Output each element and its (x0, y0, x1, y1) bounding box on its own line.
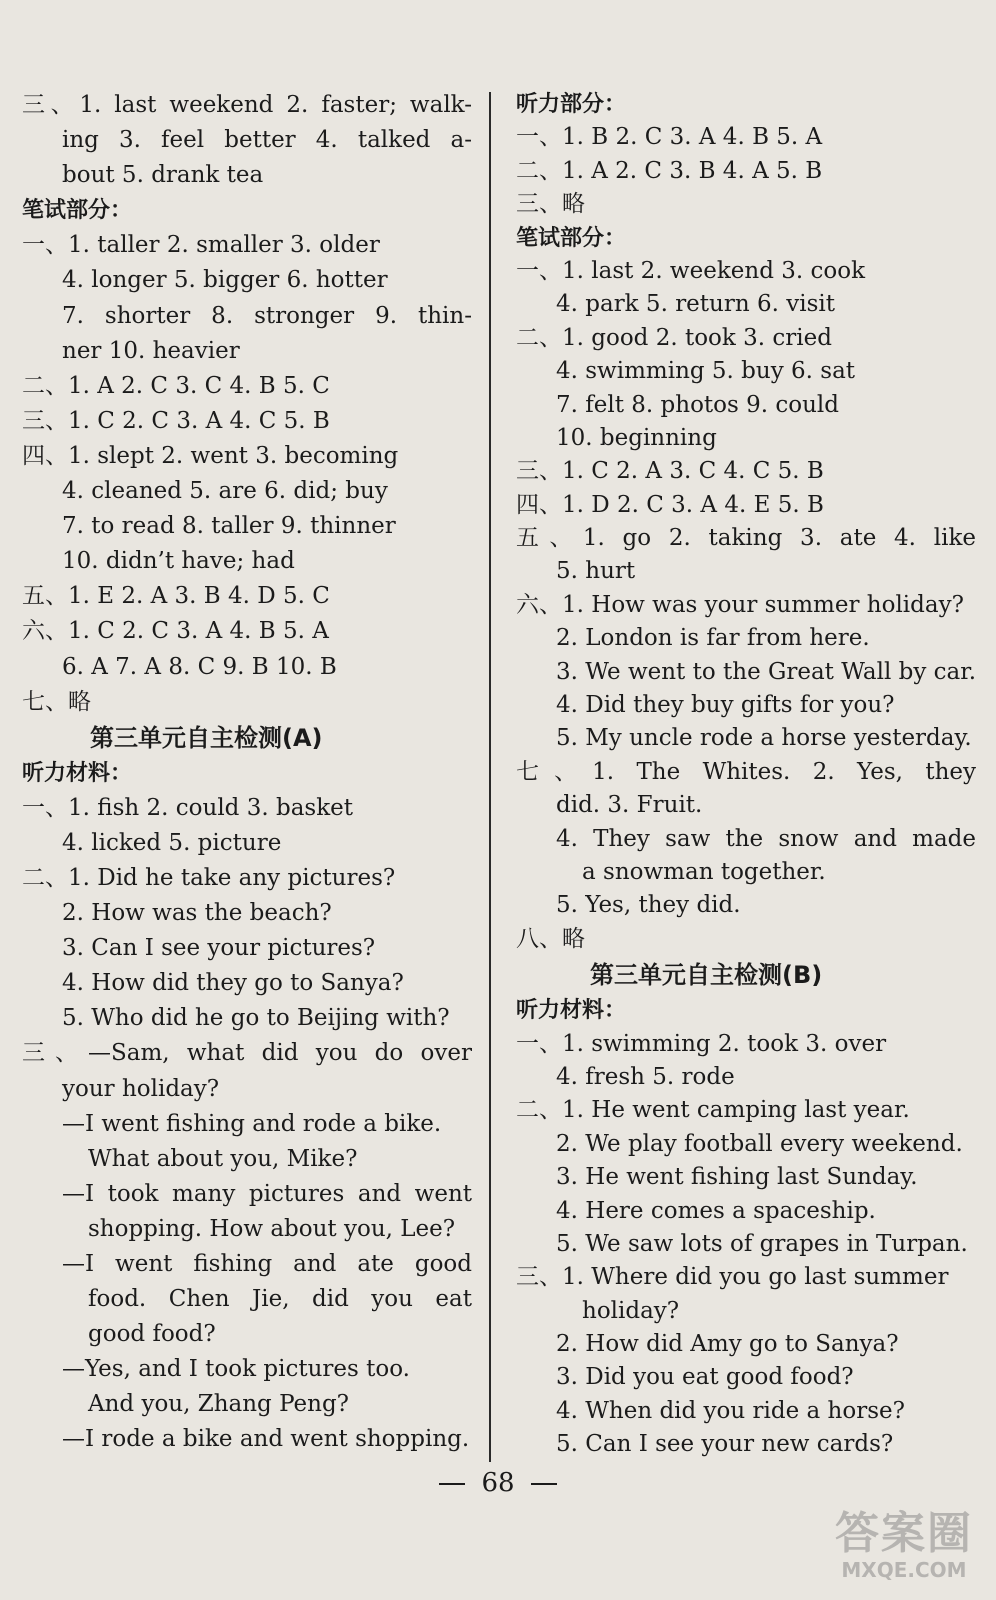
answer-line: did. 3. Fruit. (556, 792, 703, 819)
answer-line: good food? (88, 1321, 216, 1348)
answer-line: 4. park 5. return 6. visit (556, 291, 835, 318)
section-heading: 听力材料： (22, 760, 133, 786)
answer-line: 3. Did you eat good food? (556, 1364, 854, 1391)
answer-line: 4. swimming 5. buy 6. sat (556, 358, 856, 385)
answer-line: 2. How was the beach? (62, 900, 332, 927)
answer-line: 5. We saw lots of grapes in Turpan. (556, 1230, 968, 1257)
answer-line: 4. Did they buy gifts for you? (556, 692, 895, 719)
answer-line: —I went fishing and ate good (62, 1251, 472, 1277)
answer-line: 4. When did you ride a horse? (556, 1397, 905, 1424)
answer-line: 三、1. Where did you go last summer (516, 1264, 949, 1291)
answer-line: 2. How did Amy go to Sanya? (556, 1331, 899, 1358)
answer-line: 二、1. Did he take any pictures? (22, 864, 396, 891)
answer-line: 3. We went to the Great Wall by car. (556, 658, 976, 685)
answer-line: 七、1. The Whites. 2. Yes, they (516, 758, 976, 785)
answer-line: And you, Zhang Peng? (88, 1391, 350, 1418)
answer-line: shopping. How about you, Lee? (88, 1215, 456, 1242)
answer-line: 三、1. C 2. A 3. C 4. C 5. B (516, 458, 824, 485)
answer-line: 一、1. fish 2. could 3. basket (22, 794, 353, 821)
answer-line: 一、1. B 2. C 3. A 4. B 5. A (516, 124, 823, 151)
answer-line: food. Chen Jie, did you eat (88, 1286, 472, 1313)
answer-line: —I went fishing and rode a bike. (62, 1110, 442, 1137)
answer-line: 7. shorter 8. stronger 9. thin- (62, 302, 472, 329)
answer-line: 五、1. go 2. taking 3. ate 4. like (516, 525, 976, 552)
answer-line: 一、1. swimming 2. took 3. over (516, 1030, 887, 1057)
answer-line: —Yes, and I took pictures too. (62, 1356, 410, 1383)
left-column (22, 88, 472, 1458)
answer-line: 2. We play football every weekend. (556, 1130, 963, 1157)
answer-line: holiday? (582, 1297, 680, 1324)
answer-line: 5. Can I see your new cards? (556, 1431, 894, 1458)
answer-line: What about you, Mike? (88, 1145, 358, 1172)
section-heading: 笔试部分： (22, 198, 133, 224)
answer-line: 五、1. E 2. A 3. B 4. D 5. C (22, 583, 330, 610)
answer-line: 3. Can I see your pictures? (62, 935, 376, 962)
answer-line: 七、略 (22, 688, 91, 715)
answer-line: 二、1. A 2. C 3. C 4. B 5. C (22, 372, 330, 399)
answer-line: 7. to read 8. taller 9. thinner (62, 513, 396, 540)
answer-line: 四、1. slept 2. went 3. becoming (22, 442, 399, 469)
section-heading: 听力材料： (516, 998, 627, 1024)
answer-line: 10. beginning (556, 424, 717, 451)
right-column (516, 88, 976, 1462)
answer-line: 二、1. good 2. took 3. cried (516, 324, 832, 351)
answer-line: 三、1. last weekend 2. faster; walk- (22, 92, 472, 118)
answer-line: 4. cleaned 5. are 6. did; buy (62, 478, 388, 505)
answer-line: 六、1. C 2. C 3. A 4. B 5. A (22, 618, 329, 645)
answer-line: 三、—Sam, what did you do over (22, 1040, 472, 1067)
answer-line: 三、略 (516, 191, 585, 218)
footer-dash-left (439, 1483, 465, 1485)
answer-line: —I took many pictures and went (62, 1180, 472, 1207)
answer-line: 4. longer 5. bigger 6. hotter (62, 267, 388, 294)
answer-line: 5. Who did he go to Beijing with? (62, 1005, 450, 1032)
section-title: 第三单元自主检测(A) (90, 723, 323, 752)
watermark-logo-text: 答案圈 (835, 1508, 973, 1559)
answer-line: 4. Here comes a spaceship. (556, 1197, 876, 1224)
answer-line: 5. My uncle rode a horse yesterday. (556, 725, 972, 752)
column-divider (489, 92, 491, 1462)
answer-line: 5. hurt (556, 558, 636, 585)
section-heading: 听力部分： (516, 92, 627, 117)
answer-line: 一、1. last 2. weekend 3. cook (516, 257, 866, 284)
answer-line: 四、1. D 2. C 3. A 4. E 5. B (516, 491, 824, 518)
watermark-logo (824, 1510, 984, 1590)
answer-line: 4. They saw the snow and made (556, 825, 976, 852)
answer-line: a snowman together. (582, 858, 826, 885)
answer-line: bout 5. drank tea (62, 162, 264, 189)
answer-line: ner 10. heavier (62, 337, 240, 364)
answer-line: 6. A 7. A 8. C 9. B 10. B (62, 653, 337, 680)
answer-line: 7. felt 8. photos 9. could (556, 391, 840, 418)
answer-line: 2. London is far from here. (556, 625, 870, 652)
section-title: 第三单元自主检测(B) (590, 961, 823, 990)
answer-line: —I rode a bike and went shopping. (62, 1426, 470, 1453)
answer-line: 10. didn’t have; had (62, 548, 295, 575)
answer-line: 二、1. He went camping last year. (516, 1097, 910, 1124)
answer-line: ing 3. feel better 4. talked a- (62, 127, 472, 154)
answer-line: 八、略 (516, 925, 585, 952)
answer-line: 4. How did they go to Sanya? (62, 970, 404, 997)
footer-dash-right (531, 1483, 557, 1485)
answer-line: 5. Yes, they did. (556, 892, 741, 919)
answer-line: 三、1. C 2. C 3. A 4. C 5. B (22, 407, 330, 434)
page-number: 68 (481, 1468, 515, 1498)
answer-line: 4. licked 5. picture (62, 829, 282, 856)
watermark-url: MXQE.COM (841, 1558, 967, 1582)
answer-line: 六、1. How was your summer holiday? (516, 591, 964, 618)
section-heading: 笔试部分： (516, 225, 627, 251)
answer-line: 二、1. A 2. C 3. B 4. A 5. B (516, 157, 823, 184)
page-footer (0, 1468, 996, 1498)
answer-line: your holiday? (62, 1075, 220, 1102)
answer-line: 4. fresh 5. rode (556, 1063, 735, 1090)
answer-line: 一、1. taller 2. smaller 3. older (22, 232, 380, 259)
answer-line: 3. He went fishing last Sunday. (556, 1164, 918, 1191)
